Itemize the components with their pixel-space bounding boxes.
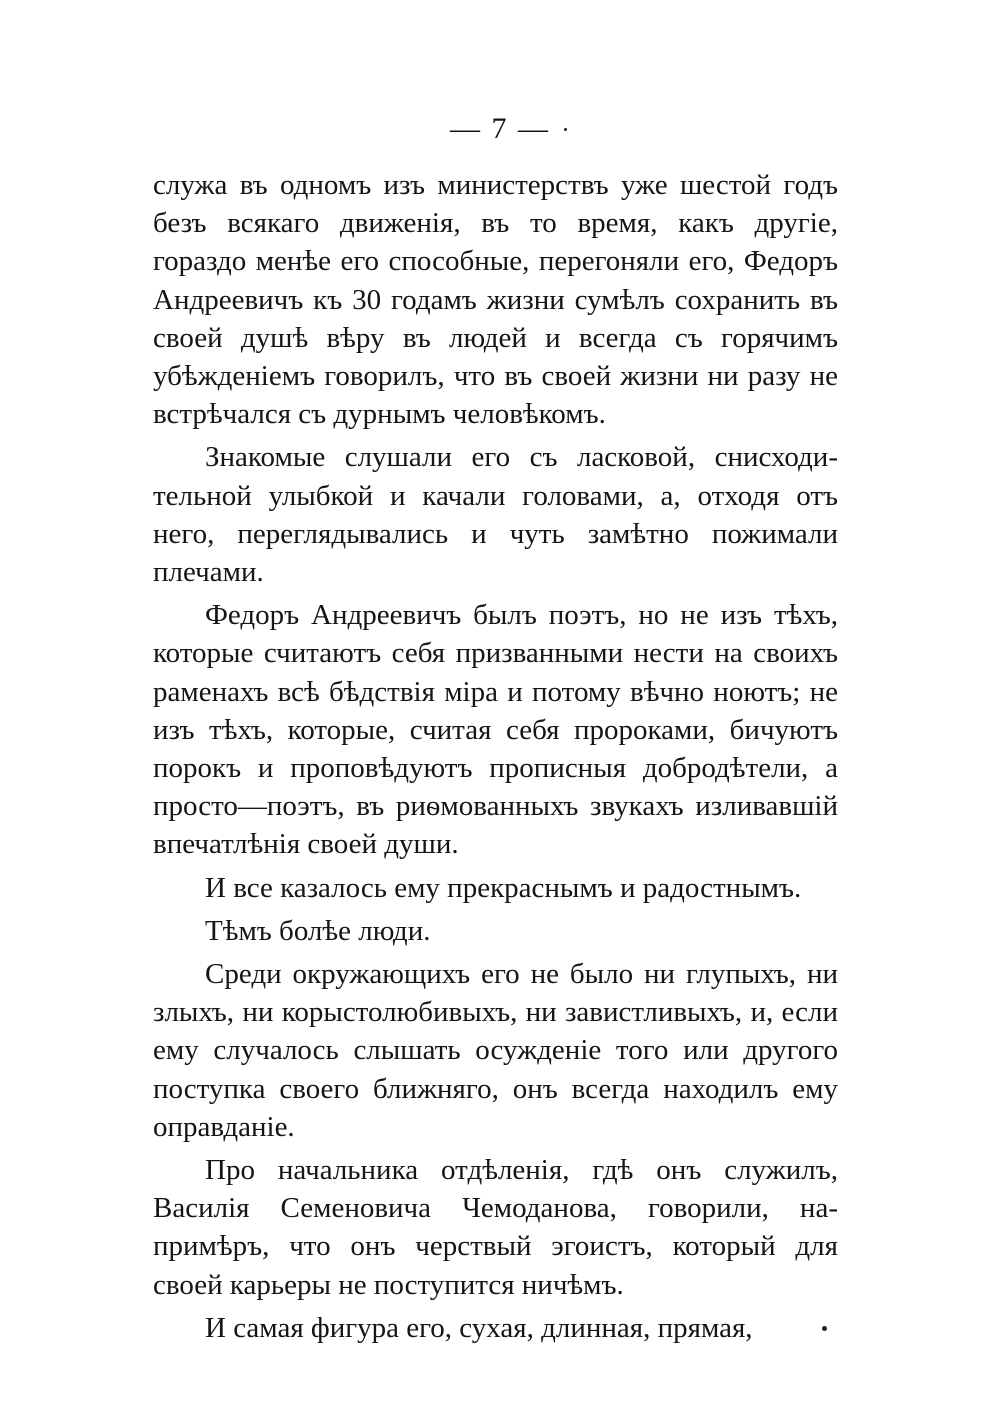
paragraph-1: служа въ одномъ изъ министерствъ уже шестой годъ безъ всякаго движенія, въ то время, какъ другіе, гораздо менѣе его способные, перегоняли его, Федоръ Андреевичъ къ 30 годамъ жизни сумѣлъ сохранить въ своей душѣ вѣру въ людей и всегда съ горячимъ убѣжденіемъ говорилъ, что въ своей жизни ни разу не встрѣчался съ дурнымъ человѣкомъ. [153,169,838,431]
paragraph-6: Среди окружающихъ его не было ни глупыхъ, ни злыхъ, ни корыстолюбивыхъ, ни завистливыхъ, и, если ему случалось слышать осужденіе того или другого поступка своего ближняго, онъ всегда находилъ ему оправданіе. [153,958,838,1143]
paragraph-4: И все казалось ему прекраснымъ и радостнымъ. [205,871,802,904]
body-text [153,166,838,1352]
print-speck [564,128,567,131]
page-number: — 7 — [450,112,550,145]
print-speck [822,1326,827,1331]
paragraph-5: Тѣмъ болѣе люди. [205,914,431,947]
paragraph-3: Федоръ Андреевичъ былъ поэтъ, но не изъ тѣхъ, которые считаютъ себя призванными нести на своихъ раменахъ всѣ бѣдствія міра и потому вѣчно ноютъ; не изъ тѣхъ, которые, считая себя пророками, бичуютъ порокъ и проповѣдуютъ прописныя добродѣтели, а просто—поэтъ, въ риѳмованныхъ звукахъ изливавшій впечатлѣнія своей души. [153,599,838,861]
paragraph-8: И самая фигура его, сухая, длинная, прямая, [205,1311,753,1344]
paragraph-2: Знакомые слушали его съ ласковой, снисходительной улыбкой и качали головами, а, отходя отъ него, переглядывались и чуть замѣтно пожимали плечами. [153,441,838,589]
paragraph-7: Про начальника отдѣленія, гдѣ онъ служилъ, Василія Семеновича Чемоданова, говорили, напримѣръ, что онъ черствый эгоистъ, который для своей карьеры не поступится ничѣмъ. [153,1154,838,1301]
